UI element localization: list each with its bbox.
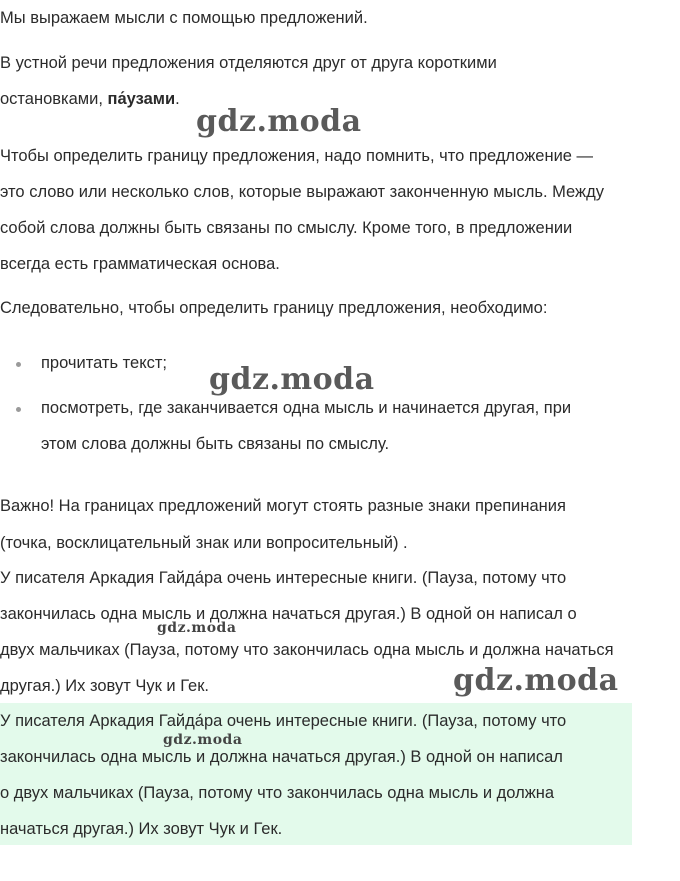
list-item-check: посмотреть, где заканчивается одна мысль и начинается другая, при: [41, 399, 572, 417]
watermark-logo: gdz.moda: [196, 104, 362, 139]
pauses-term: па́узами: [107, 90, 176, 108]
therefore-line: Следовательно, чтобы определить границу предложения, необходимо:: [0, 299, 548, 317]
boundary-rule-line-3: собой слова должны быть связаны по смыслу. Кроме того, в предложении: [0, 219, 573, 237]
watermark-small: gdz.moda: [163, 732, 243, 748]
answer-line-3: о двух мальчиках (Пауза, потому что закончилась одна мысль и должна: [0, 784, 555, 802]
example-line-2: закончилась одна мысль и должна начаться другая.) В одной он написал о: [0, 605, 577, 623]
intro-line: Мы выражаем мысли с помощью предложений.: [0, 9, 368, 27]
oral-speech-line: В устной речи предложения отделяются друг от друга короткими: [0, 54, 497, 72]
pauses-line-end: .: [175, 90, 180, 108]
example-line-3: двух мальчиках (Пауза, потому что закончилась одна мысль и должна начаться: [0, 641, 614, 659]
bullet-dot: [16, 362, 21, 367]
answer-line-2: закончилась одна мысль и должна начаться другая.) В одной он написал: [0, 748, 563, 766]
list-item-check-cont: этом слова должны быть связаны по смыслу.: [41, 435, 390, 453]
pauses-line: [0, 89, 180, 109]
example-line-1: У писателя Аркадия Гайда́ра очень интересные книги. (Пауза, потому что: [0, 569, 567, 587]
answer-line-1: У писателя Аркадия Гайда́ра очень интересные книги. (Пауза, потому что: [0, 712, 567, 730]
example-line-4: другая.) Их зовут Чук и Гек.: [0, 677, 210, 695]
important-line-2: (точка, восклицательный знак или вопросительный) .: [0, 534, 408, 552]
answer-line-4: начаться другая.) Их зовут Чук и Гек.: [0, 820, 283, 838]
boundary-rule-line-2: это слово или несколько слов, которые выражают законченную мысль. Между: [0, 183, 604, 201]
list-item-read: прочитать текст;: [41, 354, 168, 372]
bullet-dot: [16, 407, 21, 412]
pauses-line-text: остановками,: [0, 90, 108, 108]
watermark-small: gdz.moda: [157, 620, 237, 636]
boundary-rule-line-1: Чтобы определить границу предложения, надо помнить, что предложение —: [0, 147, 594, 165]
watermark-logo: gdz.moda: [453, 663, 619, 698]
watermark-logo: gdz.moda: [209, 362, 375, 397]
important-line-1: Важно! На границах предложений могут стоять разные знаки препинания: [0, 497, 566, 515]
boundary-rule-line-4: всегда есть грамматическая основа.: [0, 255, 280, 273]
